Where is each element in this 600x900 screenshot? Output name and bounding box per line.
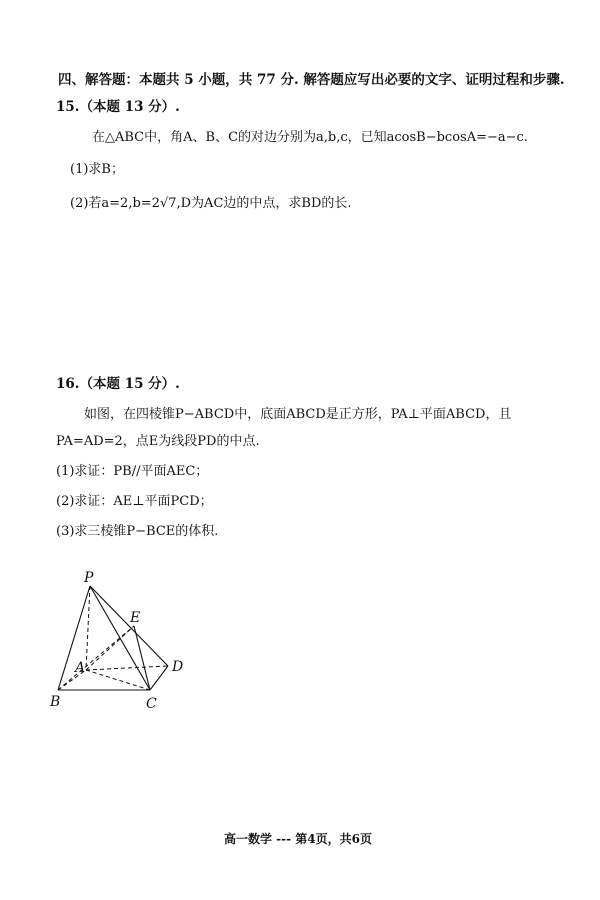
section-header: 四、解答题：本题共 5 小题，共 77 分. 解答题应写出必要的文字、证明过程和步骤.	[58, 72, 565, 88]
label-e: E	[130, 610, 141, 626]
q16-part2: (2)求证：AE⊥平面PCD；	[56, 494, 213, 509]
edge-ad	[86, 666, 168, 670]
q16-title: 16.（本题 15 分）.	[56, 376, 180, 392]
q15-stem: 在△ABC中，角A、B、C的对边分别为a,b,c，已知acosB−bcosA=−a−c.	[92, 130, 528, 145]
label-b: B	[50, 694, 61, 710]
q16-stem-line2: PA=AD=2，点E为线段PD的中点.	[56, 434, 260, 449]
edge-pb	[58, 586, 90, 690]
label-a: A	[75, 660, 86, 676]
label-p: P	[84, 570, 94, 586]
label-c: C	[146, 696, 157, 712]
edge-be	[58, 626, 134, 690]
q15-part2: (2)若a=2,b=2√7,D为AC边的中点，求BD的长.	[70, 196, 352, 211]
edge-ae	[86, 626, 134, 670]
q15-title: 15.（本题 13 分）.	[56, 99, 180, 115]
edge-ce	[134, 626, 150, 690]
edge-cd	[150, 666, 168, 690]
q16-part3: (3)求三棱锥P−BCE的体积.	[56, 524, 219, 539]
label-d: D	[172, 659, 184, 675]
q16-stem-line1: 如图，在四棱锥P−ABCD中，底面ABCD是正方形，PA⊥平面ABCD，且	[84, 407, 512, 422]
page-footer: 高一数学 --- 第4页，共6页	[224, 832, 372, 846]
pyramid-figure	[50, 568, 200, 718]
q16-part1: (1)求证：PB//平面AEC；	[56, 464, 209, 479]
q15-part1: (1)求B；	[70, 162, 124, 177]
